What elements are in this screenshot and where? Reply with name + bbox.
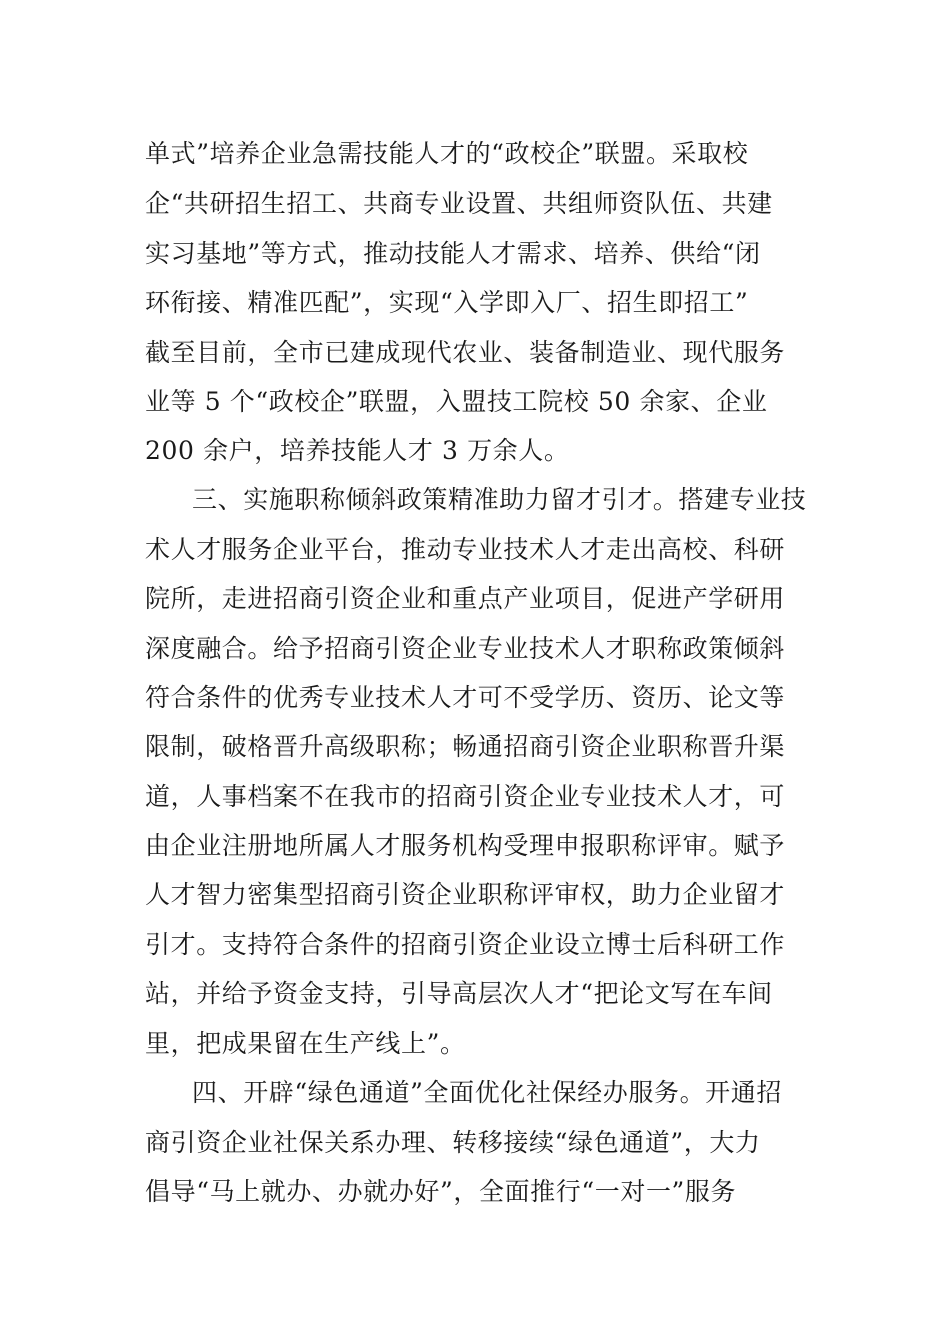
text-line: 截至目前，全市已建成现代农业、装备制造业、现代服务 — [145, 338, 786, 367]
text-line: 商引资企业社保关系办理、转移接续“绿色通道”，大力 — [145, 1128, 761, 1157]
text-line: 限制，破格晋升高级职称；畅通招商引资企业职称晋升渠 — [145, 732, 786, 761]
text-line: 里，把成果留在生产线上”。 — [145, 1029, 466, 1058]
text-line: 符合条件的优秀专业技术人才可不受学历、资历、论文等 — [145, 683, 786, 712]
text-line: 企“共研招生招工、共商专业设置、共组师资队伍、共建 — [145, 189, 773, 218]
paragraph-heading-4: 四、开辟“绿色通道”全面优化社保经办服务。开通招 — [192, 1078, 782, 1107]
text-line: 道，人事档案不在我市的招商引资企业专业技术人才，可 — [145, 782, 786, 811]
text-line: 单式”培养企业急需技能人才的“政校企”联盟。采取校 — [145, 139, 749, 168]
text-line: 深度融合。给予招商引资企业专业技术人才职称政策倾斜 — [145, 634, 786, 663]
text-line: 环衔接、精准匹配”，实现“入学即入厂、招生即招工” — [145, 288, 749, 317]
text-line: 术人才服务企业平台，推动专业技术人才走出高校、科研 — [145, 535, 786, 564]
text-line: 业等 5 个“政校企”联盟，入盟技工院校 50 余家、企业 — [145, 387, 768, 416]
text-line: 由企业注册地所属人才服务机构受理申报职称评审。赋予 — [145, 831, 786, 860]
text-line: 站，并给予资金支持，引导高层次人才“把论文写在车间 — [145, 979, 773, 1008]
text-line: 倡导“马上就办、办就办好”，全面推行“一对一”服务 — [145, 1177, 737, 1206]
text-line: 人才智力密集型招商引资企业职称评审权，助力企业留才 — [145, 880, 786, 909]
text-line: 实习基地”等方式，推动技能人才需求、培养、供给“闭 — [145, 239, 761, 268]
text-line: 200 余户，培养技能人才 3 万余人。 — [145, 436, 570, 465]
paragraph-heading-3: 三、实施职称倾斜政策精准助力留才引才。搭建专业技 — [192, 485, 807, 514]
text-line: 引才。支持符合条件的招商引资企业设立博士后科研工作 — [145, 930, 786, 959]
text-line: 院所，走进招商引资企业和重点产业项目，促进产学研用 — [145, 584, 786, 613]
